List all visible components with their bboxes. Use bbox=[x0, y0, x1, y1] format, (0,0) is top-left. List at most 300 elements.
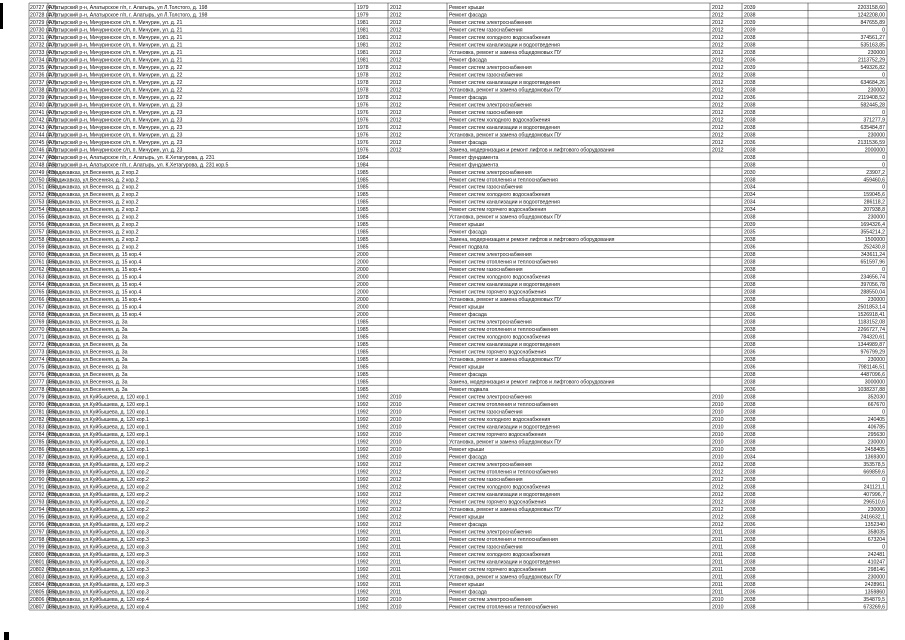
table-row bbox=[30, 79, 885, 86]
cell-cost: 847655,89 bbox=[860, 19, 885, 26]
cell-work-type: Ремонт систем электроснабжения bbox=[449, 64, 532, 71]
cell-year-repair: 2012 bbox=[390, 147, 402, 154]
cell-plan-year: 2036 bbox=[744, 244, 756, 251]
cell-work-type: Ремонт систем горячего водоснабжения bbox=[449, 349, 547, 356]
cell-plan-year: 2038 bbox=[744, 604, 756, 611]
cell-plan-year: 2038 bbox=[744, 327, 756, 334]
cell-cost: 1242208,00 bbox=[857, 12, 885, 19]
cell-work-type: Ремонт систем канализации и водоотведения bbox=[449, 559, 560, 566]
cell-number: 20768 (4.5) bbox=[30, 312, 57, 319]
cell-address: Алатырский р-н, Мичуринское с/п, п. Мичурин, ул. д. 22 bbox=[49, 79, 183, 86]
cell-address: Алатырский р-н, Мичуринское с/п, п. Мичурин, ул. д. 23 bbox=[49, 117, 183, 124]
cell-cost: 2501853,14 bbox=[857, 304, 885, 311]
table-row bbox=[30, 558, 885, 565]
cell-year-record: 2012 bbox=[712, 19, 724, 26]
cell-address: Владикавказ, ул.Весенняя, д. 15 кор.4 bbox=[49, 252, 142, 259]
cell-work-type: Ремонт систем отопления и теплоснабжения bbox=[449, 177, 558, 184]
cell-year-record: 2012 bbox=[712, 499, 724, 506]
cell-number: 20737 (4.7) bbox=[30, 79, 57, 86]
cell-work-type: Замена, модернизация и ремонт лифтов и лифтового оборудования bbox=[449, 237, 615, 244]
cell-work-type: Ремонт фасада bbox=[449, 94, 487, 101]
cell-address: Владикавказ, ул.Куйбышева, д. 120 кор.2 bbox=[49, 521, 149, 528]
cell-work-type: Ремонт систем газоснабжения bbox=[449, 544, 523, 551]
cell-number: 20772 (4.5) bbox=[30, 342, 57, 349]
cell-plan-year: 2036 bbox=[744, 312, 756, 319]
cell-work-type: Ремонт систем отопления и теплоснабжения bbox=[449, 604, 558, 611]
cell-number: 20782 (4.5) bbox=[30, 417, 57, 424]
cell-address: Владикавказ, ул.Куйбышева, д. 120 кор.3 bbox=[49, 574, 149, 581]
table-row bbox=[30, 521, 885, 528]
cell-cost: 159045,6 bbox=[863, 192, 885, 199]
cell-address: Владикавказ, ул.Куйбышева, д. 120 кор.2 bbox=[49, 469, 149, 476]
cell-year-built: 1981 bbox=[357, 19, 369, 26]
table-row bbox=[30, 260, 885, 266]
cell-number: 20756 (4.5) bbox=[30, 222, 57, 229]
table-row bbox=[30, 588, 885, 595]
cell-plan-year: 2038 bbox=[744, 447, 756, 454]
table-row bbox=[30, 342, 885, 348]
cell-year-built: 1992 bbox=[357, 469, 369, 476]
cell-number: 20755 (4.5) bbox=[30, 214, 57, 221]
cell-plan-year: 2038 bbox=[744, 49, 756, 56]
table-row bbox=[30, 215, 885, 221]
table-row bbox=[30, 222, 885, 228]
cell-number: 20781 (4.5) bbox=[30, 409, 57, 416]
cell-address: Владикавказ, ул.Куйбышева, д. 120 кор.2 bbox=[49, 477, 149, 484]
cell-number: 20735 (4.7) bbox=[30, 64, 57, 71]
cell-year-repair: 2012 bbox=[390, 49, 402, 56]
cell-cost: 667670 bbox=[867, 402, 885, 409]
cell-cost: 7981146,51 bbox=[857, 364, 885, 371]
cell-plan-year: 2038 bbox=[744, 499, 756, 506]
cell-number: 20745 (4.7) bbox=[30, 139, 57, 146]
cell-year-repair: 2012 bbox=[390, 506, 402, 513]
cell-cost: 2458405 bbox=[864, 447, 885, 454]
cell-address: Владикавказ, ул.Весенняя, д. 3а bbox=[49, 372, 128, 379]
cell-year-record: 2010 bbox=[712, 417, 724, 424]
cell-number: 20806 (4.5) bbox=[30, 596, 57, 603]
cell-plan-year: 2038 bbox=[744, 124, 756, 131]
cell-year-record: 2012 bbox=[712, 491, 724, 498]
cell-address: Владикавказ, ул.Весенняя, д. 15 кор.4 bbox=[49, 282, 142, 289]
cell-number: 20792 (4.5) bbox=[30, 491, 57, 498]
table-row bbox=[30, 131, 885, 138]
cell-plan-year: 2038 bbox=[744, 289, 756, 296]
cell-year-record: 2010 bbox=[712, 409, 724, 416]
cell-number: 20738 (4.7) bbox=[30, 87, 57, 94]
cell-year-built: 1985 bbox=[357, 244, 369, 251]
cell-work-type: Установка, ремонт и замена общедомовых ПУ bbox=[449, 439, 562, 446]
cell-work-type: Ремонт крыши bbox=[449, 4, 485, 11]
cell-year-record: 2011 bbox=[712, 574, 724, 581]
cell-plan-year: 2038 bbox=[744, 439, 756, 446]
cell-cost: 296510,6 bbox=[863, 499, 885, 506]
cell-cost: 669859,6 bbox=[863, 469, 885, 476]
cell-plan-year: 2038 bbox=[744, 237, 756, 244]
cell-number: 20730 (4.7) bbox=[30, 27, 57, 34]
table-row bbox=[30, 365, 885, 371]
cell-cost: 3000000 bbox=[864, 379, 885, 386]
cell-work-type: Установка, ремонт и замена общедомовых ПУ bbox=[449, 574, 562, 581]
cell-address: Владикавказ, ул.Весенняя, д. 15 кор.4 bbox=[49, 259, 142, 266]
cell-plan-year: 2030 bbox=[744, 169, 756, 176]
cell-cost: 976799,29 bbox=[860, 349, 885, 356]
cell-year-built: 1992 bbox=[357, 574, 369, 581]
cell-number: 20736 (4.7) bbox=[30, 72, 57, 79]
cell-work-type: Ремонт систем канализации и водоотведения bbox=[449, 424, 560, 431]
cell-plan-year: 2036 bbox=[744, 589, 756, 596]
cell-year-record: 2012 bbox=[712, 72, 724, 79]
cell-work-type: Ремонт систем горячего водоснабжения bbox=[449, 499, 547, 506]
cell-year-built: 1981 bbox=[357, 34, 369, 41]
cell-year-built: 1992 bbox=[357, 394, 369, 401]
table-row bbox=[30, 139, 885, 146]
cell-number: 20805 (4.5) bbox=[30, 589, 57, 596]
cell-number: 20729 (4.7) bbox=[30, 19, 57, 26]
cell-year-record: 2010 bbox=[712, 432, 724, 439]
cell-number: 20764 (4.5) bbox=[30, 282, 57, 289]
cell-year-built: 1992 bbox=[357, 454, 369, 461]
cell-year-built: 1976 bbox=[357, 139, 369, 146]
cell-plan-year: 2038 bbox=[744, 214, 756, 221]
cell-address: Владикавказ, ул.Весенняя, д. 15 кор.4 bbox=[49, 289, 142, 296]
cell-number: 20770 (4.5) bbox=[30, 327, 57, 334]
cell-address: Владикавказ, ул.Куйбышева, д. 120 кор.3 bbox=[49, 544, 149, 551]
cell-plan-year: 2038 bbox=[744, 469, 756, 476]
cell-address: Алатырский р-н, Алатырское г/п, г. Алатырь, ул. К.Хетагурова, д. 231 bbox=[49, 154, 215, 161]
cell-plan-year: 2039 bbox=[744, 19, 756, 26]
cell-plan-year: 2038 bbox=[744, 372, 756, 379]
cell-year-built: 1985 bbox=[357, 319, 369, 326]
cell-number: 20771 (4.5) bbox=[30, 334, 57, 341]
cell-cost: 286118,2 bbox=[863, 199, 885, 206]
cell-work-type: Ремонт систем газоснабжения bbox=[449, 184, 523, 191]
cell-year-built: 1984 bbox=[357, 162, 369, 169]
cell-plan-year: 2036 bbox=[744, 94, 756, 101]
table-row bbox=[30, 320, 885, 326]
cell-plan-year: 2038 bbox=[744, 319, 756, 326]
cell-cost: 234656,74 bbox=[860, 274, 885, 281]
cell-cost: 354879,5 bbox=[863, 596, 885, 603]
cell-work-type: Установка, ремонт и замена общедомовых ПУ bbox=[449, 506, 562, 513]
cell-number: 20732 (4.7) bbox=[30, 42, 57, 49]
cell-address: Владикавказ, ул.Весенняя, д. 15 кор.4 bbox=[49, 312, 142, 319]
cell-year-built: 1985 bbox=[357, 372, 369, 379]
table-row bbox=[30, 454, 885, 461]
table-row bbox=[30, 282, 885, 288]
cell-year-record: 2012 bbox=[712, 27, 724, 34]
cell-number: 20801 (4.5) bbox=[30, 559, 57, 566]
table-row bbox=[30, 305, 885, 311]
table-row bbox=[30, 416, 885, 423]
table-row bbox=[30, 109, 885, 116]
cell-plan-year: 2036 bbox=[744, 349, 756, 356]
cell-address: Владикавказ, ул.Весенняя, д. 2 кор.2 bbox=[49, 214, 139, 221]
cell-year-repair: 2012 bbox=[390, 469, 402, 476]
cell-cost: 3554214,2 bbox=[860, 229, 885, 236]
cell-plan-year: 2038 bbox=[744, 162, 756, 169]
cell-address: Владикавказ, ул.Куйбышева, д. 120 кор.1 bbox=[49, 402, 149, 409]
cell-address: Владикавказ, ул.Куйбышева, д. 120 кор.2 bbox=[49, 514, 149, 521]
cell-year-repair: 2010 bbox=[390, 596, 402, 603]
cell-work-type: Ремонт систем канализации и водоотведения bbox=[449, 491, 560, 498]
table-row bbox=[30, 56, 885, 63]
cell-work-type: Ремонт систем канализации и водоотведения bbox=[449, 282, 560, 289]
cell-year-record: 2012 bbox=[712, 102, 724, 109]
cell-cost: 230000 bbox=[867, 49, 885, 56]
cell-year-record: 2012 bbox=[712, 109, 724, 116]
cell-cost: 2266727,74 bbox=[857, 327, 885, 334]
cell-work-type: Ремонт систем электроснабжения bbox=[449, 596, 532, 603]
cell-year-built: 1985 bbox=[357, 357, 369, 364]
cell-cost: 2428961 bbox=[864, 581, 885, 588]
cell-plan-year: 2038 bbox=[744, 334, 756, 341]
table-row bbox=[30, 185, 885, 191]
cell-address: Алатырский р-н, Мичуринское с/п, п. Мичурин, ул. д. 22 bbox=[49, 72, 183, 79]
cell-plan-year: 2034 bbox=[744, 192, 756, 199]
cell-number: 20762 (4.5) bbox=[30, 267, 57, 274]
cell-year-built: 1992 bbox=[357, 447, 369, 454]
cell-number: 20797 (4.5) bbox=[30, 529, 57, 536]
cell-plan-year: 2038 bbox=[744, 154, 756, 161]
cell-number: 20751 (4.5) bbox=[30, 184, 57, 191]
table-row bbox=[30, 573, 885, 580]
cell-address: Владикавказ, ул.Куйбышева, д. 120 кор.3 bbox=[49, 559, 149, 566]
cell-plan-year: 2038 bbox=[744, 394, 756, 401]
cell-year-built: 1992 bbox=[357, 424, 369, 431]
cell-work-type: Ремонт систем отопления и теплоснабжения bbox=[449, 259, 558, 266]
cell-year-record: 2012 bbox=[712, 87, 724, 94]
cell-number: 20788 (4.5) bbox=[30, 462, 57, 469]
cell-number: 20789 (4.5) bbox=[30, 469, 57, 476]
cell-address: Владикавказ, ул.Весенняя, д. 3а bbox=[49, 334, 128, 341]
cell-year-built: 2000 bbox=[357, 274, 369, 281]
cell-year-record: 2012 bbox=[712, 477, 724, 484]
cell-cost: 0 bbox=[882, 162, 885, 169]
cell-plan-year: 2034 bbox=[744, 184, 756, 191]
cell-address: Алатырский р-н, Мичуринское с/п, п. Мичурин, ул. д. 23 bbox=[49, 147, 183, 154]
cell-number: 20802 (4.5) bbox=[30, 566, 57, 573]
cell-year-record: 2011 bbox=[712, 551, 724, 558]
cell-address: Владикавказ, ул.Куйбышева, д. 120 кор.2 bbox=[49, 506, 149, 513]
cell-cost: 230000 bbox=[867, 574, 885, 581]
cell-address: Владикавказ, ул.Куйбышева, д. 120 кор.1 bbox=[49, 424, 149, 431]
cell-address: Алатырский р-н, Мичуринское с/п, п. Мичурин, ул. д. 21 bbox=[49, 49, 183, 56]
cell-address: Владикавказ, ул.Весенняя, д. 15 кор.4 bbox=[49, 304, 142, 311]
cell-plan-year: 2038 bbox=[744, 462, 756, 469]
cell-number: 20787 (4.5) bbox=[30, 454, 57, 461]
cell-number: 20740 (4.7) bbox=[30, 102, 57, 109]
cell-cost: 535163,85 bbox=[860, 42, 885, 49]
cell-cost: 374561,27 bbox=[860, 34, 885, 41]
cell-cost: 459460,6 bbox=[863, 177, 885, 184]
cell-work-type: Ремонт систем газоснабжения bbox=[449, 72, 523, 79]
cell-plan-year: 2038 bbox=[744, 379, 756, 386]
cell-year-record: 2012 bbox=[712, 506, 724, 513]
table-row bbox=[30, 312, 885, 318]
table-row bbox=[30, 26, 885, 33]
cell-number: 20776 (4.5) bbox=[30, 372, 57, 379]
cell-address: Алатырский р-н, Мичуринское с/п, п. Мичурин, ул. д. 22 bbox=[49, 94, 183, 101]
cell-address: Владикавказ, ул.Весенняя, д. 3а bbox=[49, 379, 128, 386]
table-row bbox=[30, 116, 885, 123]
cell-cost: 1183152,08 bbox=[857, 319, 885, 326]
cell-address: Владикавказ, ул.Куйбышева, д. 120 кор.3 bbox=[49, 589, 149, 596]
cell-number: 20786 (4.5) bbox=[30, 447, 57, 454]
cell-number: 20767 (4.5) bbox=[30, 304, 57, 311]
cell-number: 20739 (4.7) bbox=[30, 94, 57, 101]
table-row bbox=[30, 207, 885, 213]
cell-work-type: Ремонт систем канализации и водоотведения bbox=[449, 42, 560, 49]
cell-year-record: 2010 bbox=[712, 394, 724, 401]
cell-year-built: 1978 bbox=[357, 94, 369, 101]
cell-work-type: Ремонт фасада bbox=[449, 589, 487, 596]
table-row bbox=[30, 297, 885, 303]
cell-year-record: 2011 bbox=[712, 566, 724, 573]
cell-year-record: 2012 bbox=[712, 147, 724, 154]
cell-year-built: 1979 bbox=[357, 4, 369, 11]
cell-address: Владикавказ, ул.Куйбышева, д. 120 кор.4 bbox=[49, 596, 149, 603]
cell-number: 20750 (4.5) bbox=[30, 177, 57, 184]
cell-plan-year: 2038 bbox=[744, 357, 756, 364]
cell-address: Владикавказ, ул.Весенняя, д. 2 кор.2 bbox=[49, 237, 139, 244]
cell-cost: 406785 bbox=[867, 424, 885, 431]
cell-work-type: Ремонт крыши bbox=[449, 222, 485, 229]
cell-year-repair: 2012 bbox=[390, 521, 402, 528]
cell-year-built: 1985 bbox=[357, 237, 369, 244]
cell-year-record: 2012 bbox=[712, 42, 724, 49]
cell-cost: 1369300 bbox=[864, 454, 885, 461]
cell-year-record: 2012 bbox=[712, 132, 724, 139]
cell-work-type: Установка, ремонт и замена общедомовых ПУ bbox=[449, 214, 562, 221]
cell-work-type: Ремонт фундамента bbox=[449, 162, 499, 169]
cell-year-repair: 2012 bbox=[390, 477, 402, 484]
cell-number: 20746 (4.7) bbox=[30, 147, 57, 154]
cell-number: 20779 (4.5) bbox=[30, 394, 57, 401]
cell-work-type: Ремонт систем канализации и водоотведения bbox=[449, 342, 560, 349]
cell-address: Владикавказ, ул.Куйбышева, д. 120 кор.1 bbox=[49, 447, 149, 454]
cell-cost: 4487096,6 bbox=[860, 372, 885, 379]
cell-cost: 242481 bbox=[867, 551, 885, 558]
table-row bbox=[30, 469, 885, 476]
cell-number: 20733 (4.7) bbox=[30, 49, 57, 56]
cell-work-type: Ремонт систем газоснабжения bbox=[449, 409, 523, 416]
cell-number: 20744 (4.7) bbox=[30, 132, 57, 139]
cell-year-built: 1992 bbox=[357, 439, 369, 446]
cell-work-type: Установка, ремонт и замена общедомовых ПУ bbox=[449, 132, 562, 139]
cell-number: 20773 (4.5) bbox=[30, 349, 57, 356]
table-row bbox=[30, 401, 885, 408]
cell-plan-year: 2038 bbox=[744, 417, 756, 424]
cell-year-repair: 2011 bbox=[390, 566, 402, 573]
cell-cost: 397056,78 bbox=[860, 282, 885, 289]
cell-work-type: Ремонт крыши bbox=[449, 364, 485, 371]
cell-cost: 230000 bbox=[867, 87, 885, 94]
cell-work-type: Установка, ремонт и замена общедомовых ПУ bbox=[449, 49, 562, 56]
table-row bbox=[30, 4, 885, 11]
cell-year-built: 1992 bbox=[357, 499, 369, 506]
cell-address: Владикавказ, ул.Весенняя, д. 2 кор.2 bbox=[49, 207, 139, 214]
cell-cost: 230000 bbox=[867, 214, 885, 221]
cell-address: Владикавказ, ул.Весенняя, д. 3а bbox=[49, 327, 128, 334]
cell-year-built: 1992 bbox=[357, 559, 369, 566]
cell-address: Владикавказ, ул.Куйбышева, д. 120 кор.2 bbox=[49, 484, 149, 491]
cell-year-built: 1985 bbox=[357, 327, 369, 334]
cell-plan-year: 2038 bbox=[744, 536, 756, 543]
cell-year-repair: 2010 bbox=[390, 432, 402, 439]
cell-work-type: Ремонт систем горячего водоснабжения bbox=[449, 289, 547, 296]
cell-work-type: Ремонт фасада bbox=[449, 372, 487, 379]
cell-work-type: Ремонт систем холодного водоснабжения bbox=[449, 117, 551, 124]
cell-year-built: 2000 bbox=[357, 289, 369, 296]
cell-year-record: 2012 bbox=[712, 469, 724, 476]
table-row bbox=[30, 513, 885, 520]
cell-year-built: 1992 bbox=[357, 491, 369, 498]
cell-number: 20757 (4.5) bbox=[30, 229, 57, 236]
cell-address: Алатырский р-н, Мичуринское с/п, п. Мичурин, ул. д. 23 bbox=[49, 109, 183, 116]
cell-cost: 230000 bbox=[867, 506, 885, 513]
cell-address: Владикавказ, ул.Весенняя, д. 15 кор.4 bbox=[49, 297, 142, 304]
cell-year-record: 2012 bbox=[712, 139, 724, 146]
cell-plan-year: 2038 bbox=[744, 581, 756, 588]
cell-number: 20790 (4.5) bbox=[30, 477, 57, 484]
cell-work-type: Ремонт систем электроснабжения bbox=[449, 529, 532, 536]
table-row bbox=[30, 177, 885, 183]
cell-plan-year: 2038 bbox=[744, 267, 756, 274]
cell-year-repair: 2012 bbox=[390, 4, 402, 11]
cell-year-built: 1985 bbox=[357, 184, 369, 191]
cell-year-built: 1992 bbox=[357, 566, 369, 573]
cell-address: Владикавказ, ул.Куйбышева, д. 120 кор.3 bbox=[49, 536, 149, 543]
table-row bbox=[30, 335, 885, 341]
cell-year-record: 2010 bbox=[712, 439, 724, 446]
cell-plan-year: 2038 bbox=[744, 402, 756, 409]
cell-year-repair: 2012 bbox=[390, 139, 402, 146]
table-row bbox=[30, 161, 885, 168]
cell-work-type: Ремонт фасада bbox=[449, 229, 487, 236]
table-row bbox=[30, 11, 885, 18]
cell-work-type: Ремонт систем канализации и водоотведения bbox=[449, 199, 560, 206]
cell-address: Владикавказ, ул.Весенняя, д. 3а bbox=[49, 364, 128, 371]
cell-work-type: Ремонт систем газоснабжения bbox=[449, 267, 523, 274]
cell-cost: 2131536,59 bbox=[857, 139, 885, 146]
table-row bbox=[30, 192, 885, 198]
cell-work-type: Ремонт крыши bbox=[449, 514, 485, 521]
cell-cost: 634684,26 bbox=[860, 79, 885, 86]
cell-plan-year: 2038 bbox=[744, 529, 756, 536]
cell-cost: 2203158,60 bbox=[857, 4, 885, 11]
cell-year-built: 1992 bbox=[357, 484, 369, 491]
cell-plan-year: 2038 bbox=[744, 109, 756, 116]
table-row bbox=[30, 461, 885, 468]
cell-plan-year: 2038 bbox=[744, 491, 756, 498]
cell-address: Алатырский р-н, Мичуринское с/п, п. Мичурин, ул. д. 21 bbox=[49, 27, 183, 34]
cell-year-built: 1981 bbox=[357, 27, 369, 34]
cell-year-built: 1976 bbox=[357, 117, 369, 124]
cell-address: Владикавказ, ул.Весенняя, д. 2 кор.2 bbox=[49, 169, 139, 176]
cell-plan-year: 2038 bbox=[744, 147, 756, 154]
cell-plan-year: 2038 bbox=[744, 42, 756, 49]
cell-work-type: Ремонт крыши bbox=[449, 581, 485, 588]
cell-number: 20727 (4.7) bbox=[30, 4, 57, 11]
table-row bbox=[30, 581, 885, 588]
cell-work-type: Ремонт систем газоснабжения bbox=[449, 109, 523, 116]
cell-address: Алатырский р-н, Мичуринское с/п, п. Мичурин, ул. д. 21 bbox=[49, 57, 183, 64]
cell-work-type: Замена, модернизация и ремонт лифтов и лифтового оборудования bbox=[449, 379, 615, 386]
cell-year-built: 1985 bbox=[357, 342, 369, 349]
cell-plan-year: 2038 bbox=[744, 87, 756, 94]
cell-year-record: 2012 bbox=[712, 12, 724, 19]
